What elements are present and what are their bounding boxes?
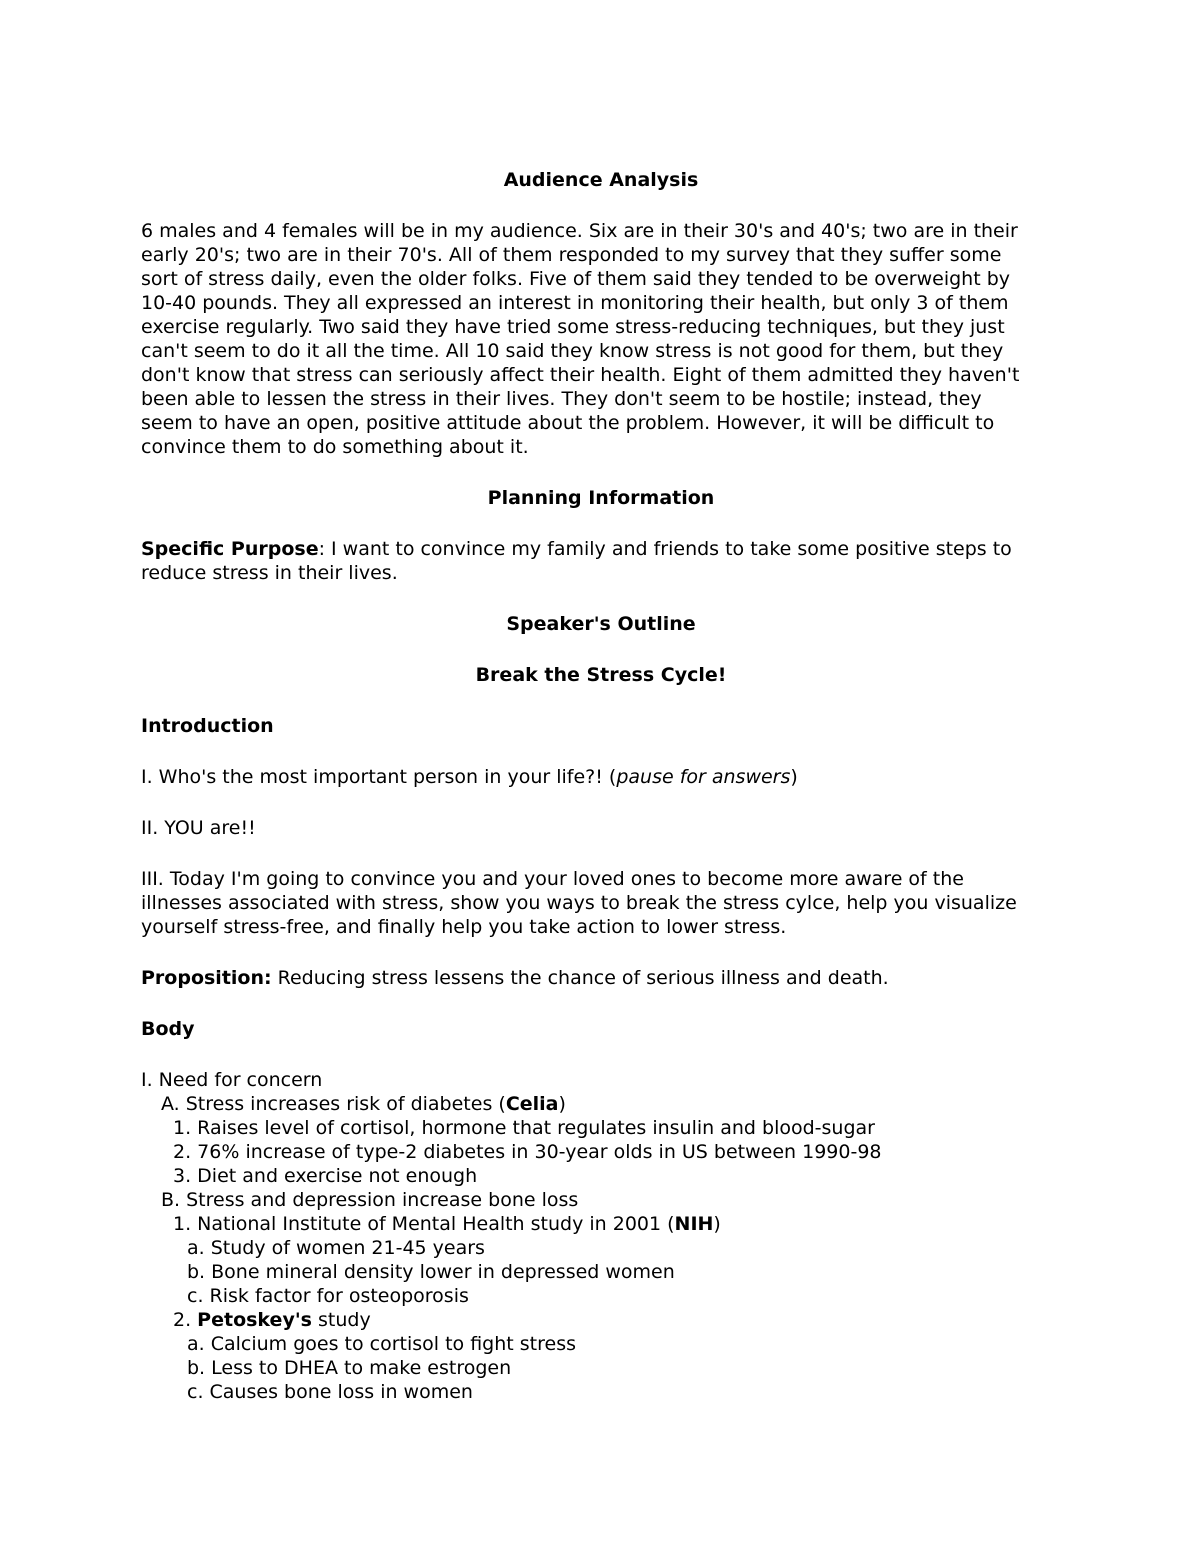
intro-item-3-line: III. Today I'm going to convince you and your loved ones to become more aware of the xyxy=(141,868,964,890)
outline-detail: a. Calcium goes to cortisol to fight stress xyxy=(187,1333,577,1355)
outline-item xyxy=(141,1212,1061,1236)
intro-item-3-line: illnesses associated with stress, show you ways to break the stress cylce, help you visualize xyxy=(141,892,1017,914)
intro-item-1-text: I. Who's the most important person in your life?! ( xyxy=(141,766,617,788)
speech-title: Break the Stress Cycle! xyxy=(475,664,727,686)
audience-line: don't know that stress can seriously affect their health. Eight of them admitted they haven't xyxy=(141,364,1020,386)
outline-subpoint-close: ) xyxy=(558,1093,566,1115)
audience-line: seem to have an open, positive attitude about the problem. However, it will be difficult to xyxy=(141,412,995,434)
proposition-text: Reducing stress lessens the chance of serious illness and death. xyxy=(271,967,889,989)
audience-paragraph xyxy=(141,219,1061,459)
planning-heading: Planning Information xyxy=(487,487,715,509)
outline-item-close: ) xyxy=(713,1213,721,1235)
outline-item-text: 1. National Institute of Mental Health study in 2001 ( xyxy=(173,1213,675,1235)
citation-petoskey: Petoskey's xyxy=(197,1309,312,1331)
outline-detail: b. Less to DHEA to make estrogen xyxy=(187,1357,512,1379)
introduction-heading: Introduction xyxy=(141,715,274,737)
audience-heading: Audience Analysis xyxy=(503,169,699,191)
outline-item-number: 2. xyxy=(173,1309,198,1331)
specific-purpose-text: reduce stress in their lives. xyxy=(141,562,398,584)
outline-subpoint xyxy=(141,1092,1061,1116)
outline-item-text: study xyxy=(311,1309,371,1331)
audience-line: 10-40 pounds. They all expressed an interest in monitoring their health, but only 3 of them xyxy=(141,292,1009,314)
outline-item xyxy=(141,1308,1061,1332)
outline-detail: b. Bone mineral density lower in depressed women xyxy=(187,1261,675,1283)
intro-item-1-close: ) xyxy=(790,766,798,788)
proposition xyxy=(141,966,1061,990)
outline-item: 3. Diet and exercise not enough xyxy=(173,1165,478,1187)
citation-nih: NIH xyxy=(674,1213,714,1235)
specific-purpose xyxy=(141,537,1061,585)
specific-purpose-text: : I want to convince my family and friends to take some positive steps to xyxy=(318,538,1012,560)
document-page xyxy=(141,168,1061,1404)
audience-line: been able to lessen the stress in their lives. They don't seem to be hostile; instead, they xyxy=(141,388,982,410)
outline-item: 1. Raises level of cortisol, hormone that regulates insulin and blood-sugar xyxy=(173,1117,875,1139)
outline-heading: Speaker's Outline xyxy=(506,613,696,635)
intro-item-1 xyxy=(141,765,1061,789)
audience-line: convince them to do something about it. xyxy=(141,436,529,458)
outline-subpoint-text: A. Stress increases risk of diabetes ( xyxy=(161,1093,506,1115)
intro-item-1-note: pause for answers xyxy=(616,766,791,788)
audience-line: can't seem to do it all the time. All 10 said they know stress is not good for them, but they xyxy=(141,340,1004,362)
outline-point: I. Need for concern xyxy=(141,1069,323,1091)
audience-line: early 20's; two are in their 70's. All of them responded to my survey that they suffer some xyxy=(141,244,1002,266)
audience-line: sort of stress daily, even the older folks. Five of them said they tended to be overweight by xyxy=(141,268,1011,290)
citation-celia: Celia xyxy=(505,1093,559,1115)
audience-line: 6 males and 4 females will be in my audience. Six are in their 30's and 40's; two are in their xyxy=(141,220,1018,242)
outline-item: 2. 76% increase of type-2 diabetes in 30-year olds in US between 1990-98 xyxy=(173,1141,882,1163)
body-outline xyxy=(141,1068,1061,1404)
audience-line: exercise regularly. Two said they have tried some stress-reducing techniques, but they just xyxy=(141,316,1005,338)
outline-subpoint: B. Stress and depression increase bone loss xyxy=(161,1189,579,1211)
intro-item-3-line: yourself stress-free, and finally help you take action to lower stress. xyxy=(141,916,787,938)
intro-item-2: II. YOU are!! xyxy=(141,817,256,839)
body-heading: Body xyxy=(141,1018,195,1040)
intro-item-3 xyxy=(141,867,1061,939)
outline-detail: c. Causes bone loss in women xyxy=(187,1381,473,1403)
outline-detail: c. Risk factor for osteoporosis xyxy=(187,1285,469,1307)
specific-purpose-label: Specific Purpose xyxy=(141,538,319,560)
proposition-label: Proposition: xyxy=(141,967,272,989)
outline-detail: a. Study of women 21-45 years xyxy=(187,1237,485,1259)
